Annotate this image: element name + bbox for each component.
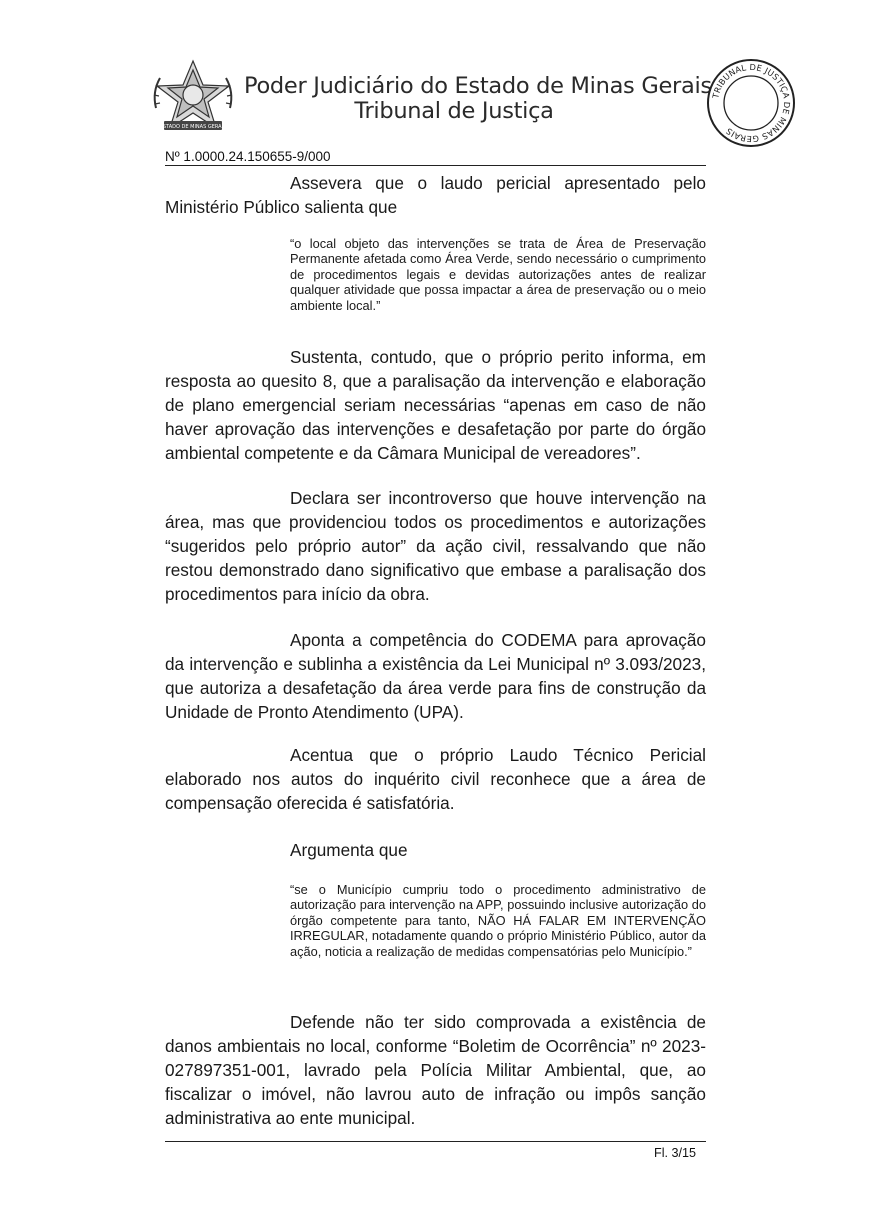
paragraph-7 bbox=[165, 1010, 706, 1130]
page-folio: Fl. 3/15 bbox=[654, 1146, 696, 1160]
header-divider bbox=[165, 165, 706, 166]
header-line-1: Poder Judiciário do Estado de Minas Gerais bbox=[244, 73, 712, 99]
paragraph-3 bbox=[165, 486, 706, 606]
paragraph-5 bbox=[165, 743, 706, 815]
paragraph-6: Argumenta que bbox=[290, 840, 408, 860]
paragraph-2 bbox=[165, 345, 706, 465]
header-line-2: Tribunal de Justiça bbox=[354, 98, 554, 124]
citation-text: “se o Município cumpriu todo o procedimento administrativo de autorização para intervenção na APP, possuindo inclusive autorização do órgão competente para tanto, NÃO HÁ FALAR EM INTERVENÇÃO IRREGULAR, notadamente quando o próprio Ministério Público, autor da ação, noticia a realização de medidas compensatórias pelo Município.” bbox=[290, 882, 706, 959]
paragraph-text: Defende não ter sido comprovada a existência de danos ambientais no local, conforme “Boletim de Ocorrência” nº 2023-027897351-001, lavrado pela Polícia Militar Ambiental, que, ao fiscalizar o imóvel, não lavrou auto de infração ou impôs sanção administrativa ao ente municipal. bbox=[165, 1012, 706, 1128]
paragraph-4 bbox=[165, 628, 706, 724]
paragraph-text: Sustenta, contudo, que o próprio perito informa, em resposta ao quesito 8, que a paralisação da intervenção e elaboração de plano emergencial seriam necessárias “apenas em caso de não haver aprovação das intervenções e desafetação por parte do órgão ambiental competente e da Câmara Municipal de vereadores”. bbox=[165, 347, 706, 463]
process-number: Nº 1.0000.24.150655-9/000 bbox=[165, 149, 331, 164]
svg-text:TRIBUNAL DE JUSTIÇA DE MINAS G: TRIBUNAL DE JUSTIÇA DE MINAS GERAIS bbox=[710, 61, 793, 145]
paragraph-text: Assevera que o laudo pericial apresentado pelo Ministério Público salienta que bbox=[165, 173, 706, 217]
citation-text: “o local objeto das intervenções se trata de Área de Preservação Permanente afetada como Área Verde, sendo necessário o cumprimento de procedimentos legais e devidas autorizações antes de realizar qualquer atividade que possa impactar a área de preservação ou o meio ambiente local.” bbox=[290, 236, 706, 313]
footer-divider bbox=[165, 1141, 706, 1142]
citation-2 bbox=[290, 882, 706, 959]
coat-of-arms-icon bbox=[150, 58, 236, 134]
paragraph-text: Acentua que o próprio Laudo Técnico Pericial elaborado nos autos do inquérito civil reconhece que a área de compensação oferecida é satisfatória. bbox=[165, 745, 706, 813]
court-header-title bbox=[244, 73, 712, 124]
svg-text:ESTADO DE MINAS GERAIS: ESTADO DE MINAS GERAIS bbox=[159, 124, 227, 130]
paragraph-1 bbox=[165, 171, 706, 219]
paragraph-text: Aponta a competência do CODEMA para aprovação da intervenção e sublinha a existência da Lei Municipal nº 3.093/2023, que autoriza a desafetação da área verde para fins de construção da Unidade de Pronto Atendimento (UPA). bbox=[165, 630, 706, 722]
court-seal-icon bbox=[706, 58, 796, 148]
citation-1 bbox=[290, 236, 706, 313]
paragraph-text: Declara ser incontroverso que houve intervenção na área, mas que providenciou todos os procedimentos e autorizações “sugeridos pelo próprio autor” da ação civil, ressalvando que não restou demonstrado dano significativo que embase a paralisação dos procedimentos para início da obra. bbox=[165, 488, 706, 604]
